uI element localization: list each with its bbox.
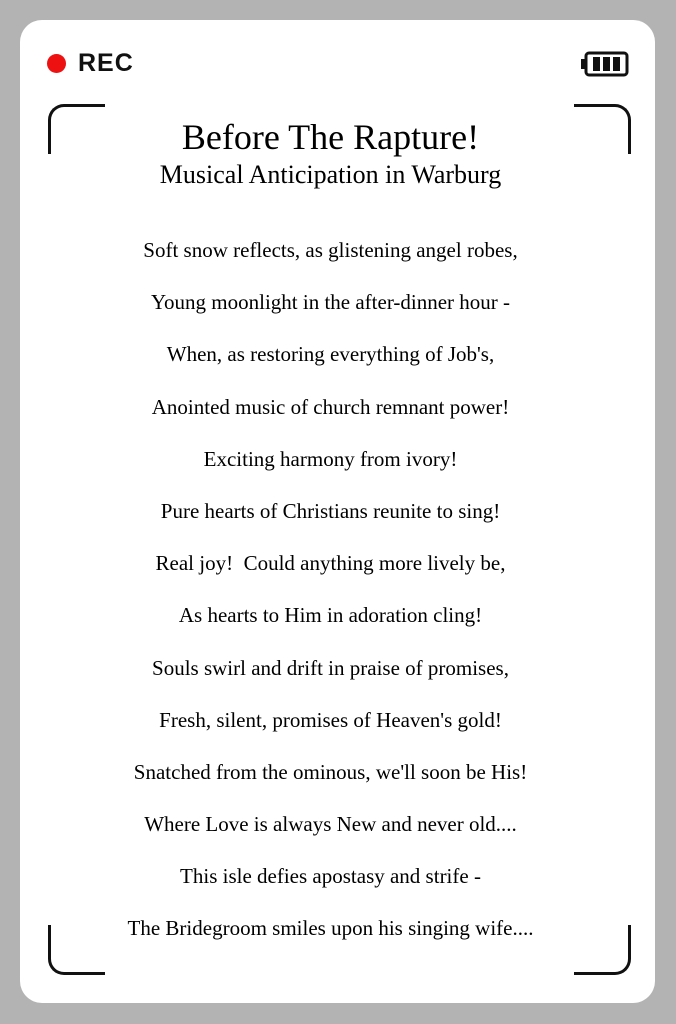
poem-line: Young moonlight in the after-dinner hour - [150,290,511,315]
battery-bar [603,57,610,71]
battery-bar [613,57,620,71]
poem-line: The Bridegroom smiles upon his singing wife.... [127,916,534,941]
poem-title: Before The Rapture! [181,117,480,157]
rec-label: REC [78,49,134,77]
poem-line: Soft snow reflects, as glistening angel robes, [143,238,518,262]
battery-bar [593,57,600,71]
poem-line: Anointed music of church remnant power! [151,394,510,419]
poem-line: Where Love is always New and never old.... [144,812,517,837]
poem-line: When, as restoring everything of Job's, [166,342,495,367]
poem-subtitle: Musical Anticipation in Warburg [159,160,502,189]
poem-line: Fresh, silent, promises of Heaven's gold! [159,707,502,732]
poem-line: Souls swirl and drift in praise of promises, [152,655,509,680]
battery-full-icon [580,51,630,77]
poem-line: As hearts to Him in adoration cling! [178,603,483,628]
poem-line: This isle defies apostasy and strife - [180,864,481,889]
poem-line: Snatched from the ominous, we'll soon be His! [133,759,528,784]
poem-line: Pure hearts of Christians reunite to sing! [160,498,501,523]
record-dot-icon [47,54,66,73]
poem-line: Exciting harmony from ivory! [203,446,458,471]
recording-indicator [47,49,134,77]
poem-body [0,234,661,965]
poem-line: Real joy! Could anything more lively be, [155,551,506,576]
